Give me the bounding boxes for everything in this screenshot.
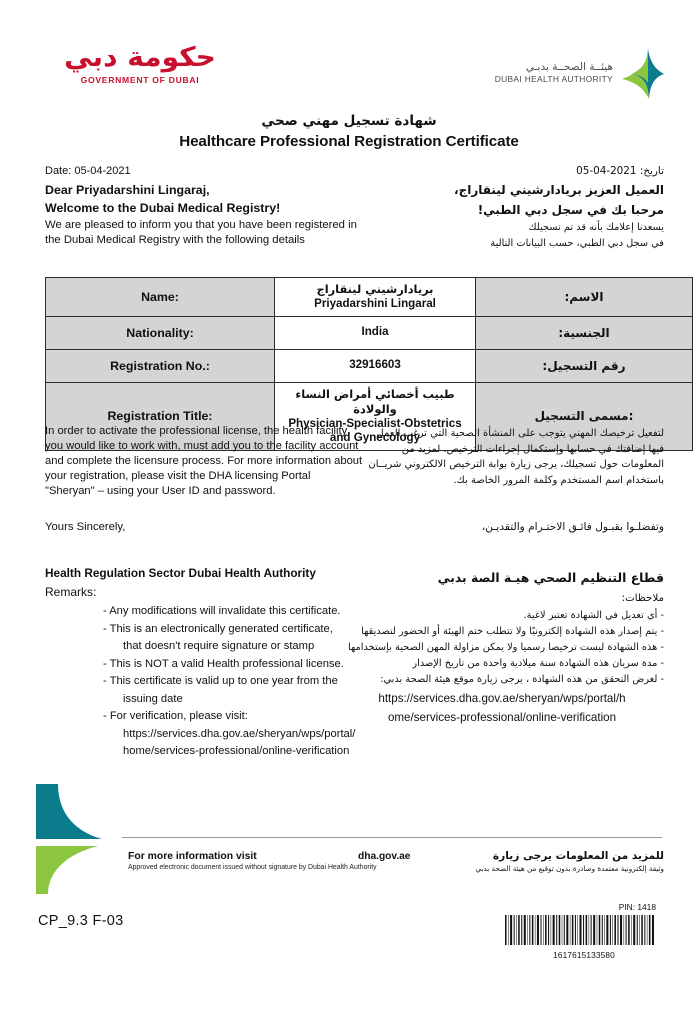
- list-item: - لغرض التحقق من هذه الشهادة ، يرجى زيارة موقع هيئة الصحة بدبي:: [380, 674, 664, 685]
- table-row: [46, 349, 693, 382]
- verification-url-arabic-line-1[interactable]: https://services.dha.gov.ae/sheryan/wps/portal/h: [378, 692, 626, 705]
- issuing-department-arabic: قطاع التنظيم الصحي هيـة الصة بدبي: [437, 570, 664, 585]
- row-label-name-en: Name:: [46, 278, 275, 317]
- activation-instructions-section: [0, 424, 698, 514]
- pin-label: PIN: 1418: [618, 902, 656, 912]
- salutation-arabic: [364, 164, 664, 251]
- row-label-registration-no-en: Registration No.:: [46, 349, 275, 382]
- remark-text: - This is an electronically generated certificate,: [103, 622, 333, 635]
- salutation-section: [0, 164, 698, 269]
- salutation-english: [45, 164, 365, 249]
- footer-title-arabic: للمزيد من المعلومات يرجى زيارة: [492, 850, 664, 862]
- greeting-line-2-arabic: مرحبا بك في سجل دبي الطبي!: [477, 203, 664, 217]
- dha-logo-text: [495, 61, 613, 88]
- row-value-name-english: Priyadarshini Lingaral: [314, 297, 436, 310]
- remarks-arabic: [346, 569, 664, 726]
- gov-logo-english-text: GOVERNMENT OF DUBAI: [80, 75, 200, 85]
- remarks-list-arabic: [346, 608, 664, 688]
- page-title: [0, 112, 698, 152]
- footer-title-english: For more information visit: [128, 851, 257, 862]
- row-label-registration-no-ar: رقم التسجيل:: [476, 349, 693, 382]
- verification-url-line-2[interactable]: home/services-professional/online-verification: [123, 744, 350, 757]
- greeting-line-1-arabic: العميل العزيز بريادارشيني لينقاراج،: [454, 183, 664, 197]
- greeting-line-2: Welcome to the Dubai Medical Registry!: [45, 201, 281, 215]
- list-item: - هذه الشهادة ليست ترخيصا رسميا ولا يمكن مزاولة المهن الصحية بإستخدامها: [348, 642, 664, 653]
- row-value-registration-title-english: Physician-Specialist-Obstetrics and Gynecology: [288, 416, 462, 444]
- page-title-arabic: شهادة تسجيل مهني صحي: [261, 113, 437, 129]
- row-label-registration-title-ar: :مسمى التسجيل: [476, 382, 693, 450]
- remarks-list-english: [45, 603, 365, 760]
- footer-website-domain[interactable]: dha.gov.ae: [358, 851, 411, 862]
- dubai-health-authority-logo: [495, 48, 664, 100]
- remark-text: - For verification, please visit:: [103, 710, 248, 722]
- footer-subtitle-arabic: وثيقة إلكترونية معتمدة وصادرة بدون توقيع من هيئة الصحة بدبي: [475, 863, 664, 873]
- list-item: - أي تعديل في الشهادة تعتبر لاغية.: [523, 610, 664, 621]
- form-code: CP_9.3 F-03: [38, 913, 124, 929]
- pin-and-barcode-block: [500, 902, 660, 961]
- document-header: [0, 42, 698, 104]
- remarks-english: [45, 565, 365, 760]
- row-value-registration-title-arabic: طبيب أخصائي أمراض النساء والولادة: [295, 386, 455, 416]
- list-item: - يتم إصدار هذه الشهادة إلكترونيًا ولا تتطلب ختم الهيئة أو الحضور لتصديقها: [361, 626, 664, 637]
- issue-date-arabic: تاريخ: 2021-04-05: [576, 165, 664, 177]
- remark-text: - This is NOT a valid Health professional license.: [103, 657, 344, 670]
- list-item: [45, 621, 365, 656]
- greeting-line-1: Dear Priyadarshini Lingaraj,: [45, 182, 210, 197]
- list-item: [45, 673, 365, 708]
- row-label-nationality-ar: الجنسية:: [476, 316, 693, 349]
- issue-date-english: Date: 05-04-2021: [45, 165, 131, 177]
- list-item: - مدة سريان هذه الشهادة سنة ميلادية واحدة من تاريخ الإصدار: [412, 658, 664, 669]
- list-item: [45, 603, 365, 621]
- salutation-body-arabic-line-2: في سجل دبي الطبي، حسب البيانات التالية: [490, 238, 664, 249]
- row-value-name-arabic: بريادارشيني لينقاراج: [316, 282, 434, 296]
- salutation-body-english: We are pleased to inform you that you have been registered in the Dubai Medical Registry with the following details: [45, 218, 357, 246]
- footer-arabic: [374, 850, 664, 874]
- remarks-heading-arabic: ملاحظات:: [621, 593, 664, 604]
- page-title-english: Healthcare Professional Registration Certificate: [179, 133, 519, 150]
- activation-instructions-arabic: لتفعيل ترخيصك المهني يتوجب على المنشأة الصحية التي ترغب العمل فيها إضافتك في حسابها وإستكمال إجراءات الترخيص. لمزيد من المعلومات حول تسجيلك، يرجى زيارة بوابة الترخيص الالكتروني شريــان باستخدام اسم المستخدم وكلمة المرور الخاصة بك.: [368, 428, 664, 486]
- remarks-heading-english: Remarks:: [45, 585, 97, 599]
- activation-instructions-english: In order to activate the professional license, the health facility you would like to work with, must add you to the facility account and complete the licensure process. For more information about your registration, please visit the DHA licensing Portal "Sheryan" – using your User ID and password.: [45, 425, 363, 497]
- barcode-number: 1617615133580: [553, 951, 615, 960]
- list-item: [45, 708, 365, 760]
- remark-text: - Any modifications will invalidate this certificate.: [103, 605, 341, 617]
- table-row: [46, 316, 693, 349]
- remark-text-continued: issuing date: [123, 692, 183, 705]
- remark-text-continued: that doesn't require signature or stamp: [123, 640, 315, 652]
- government-of-dubai-logo: [45, 42, 235, 85]
- document-footer: [0, 850, 698, 884]
- dha-logo-english-text: DUBAI HEALTH AUTHORITY: [494, 73, 613, 84]
- closing-arabic: وتفضلـوا بقبـول فائـق الاحتـرام والتقديـن،: [481, 521, 664, 533]
- closing-english: Yours Sincerely,: [45, 521, 126, 533]
- footer-divider: [122, 837, 662, 838]
- table-row: [46, 278, 693, 317]
- row-label-name-ar: الاسم:: [476, 278, 693, 317]
- remark-text: - This certificate is valid up to one year from the: [103, 675, 338, 687]
- barcode-image: [504, 915, 656, 945]
- verification-url-line-1[interactable]: https://services.dha.gov.ae/sheryan/wps/portal/: [123, 727, 356, 740]
- row-value-name: [275, 278, 476, 317]
- footer-subtitle-english: Approved electronic document issued without signature by Dubai Health Authority: [128, 864, 377, 871]
- row-label-nationality-en: Nationality:: [46, 316, 275, 349]
- row-label-registration-title-en: Registration Title:: [46, 382, 275, 450]
- list-item: [45, 656, 365, 674]
- row-value-registration-no: 32916603: [275, 349, 476, 382]
- verification-url-arabic-line-2[interactable]: ome/services-professional/online-verification: [387, 711, 617, 724]
- gov-logo-arabic-script: حكومة دبي: [64, 42, 216, 73]
- issuing-department-english: Health Regulation Sector Dubai Health Authority: [45, 566, 316, 580]
- dha-star-mark-icon: [618, 49, 664, 99]
- dha-logo-arabic-text: هيئــة الصحــة بدبـي: [525, 60, 613, 73]
- salutation-body-arabic-line-1: يسعدنا إعلامك بأنه قد تم تسجيلك: [528, 222, 664, 233]
- row-value-nationality: India: [275, 316, 476, 349]
